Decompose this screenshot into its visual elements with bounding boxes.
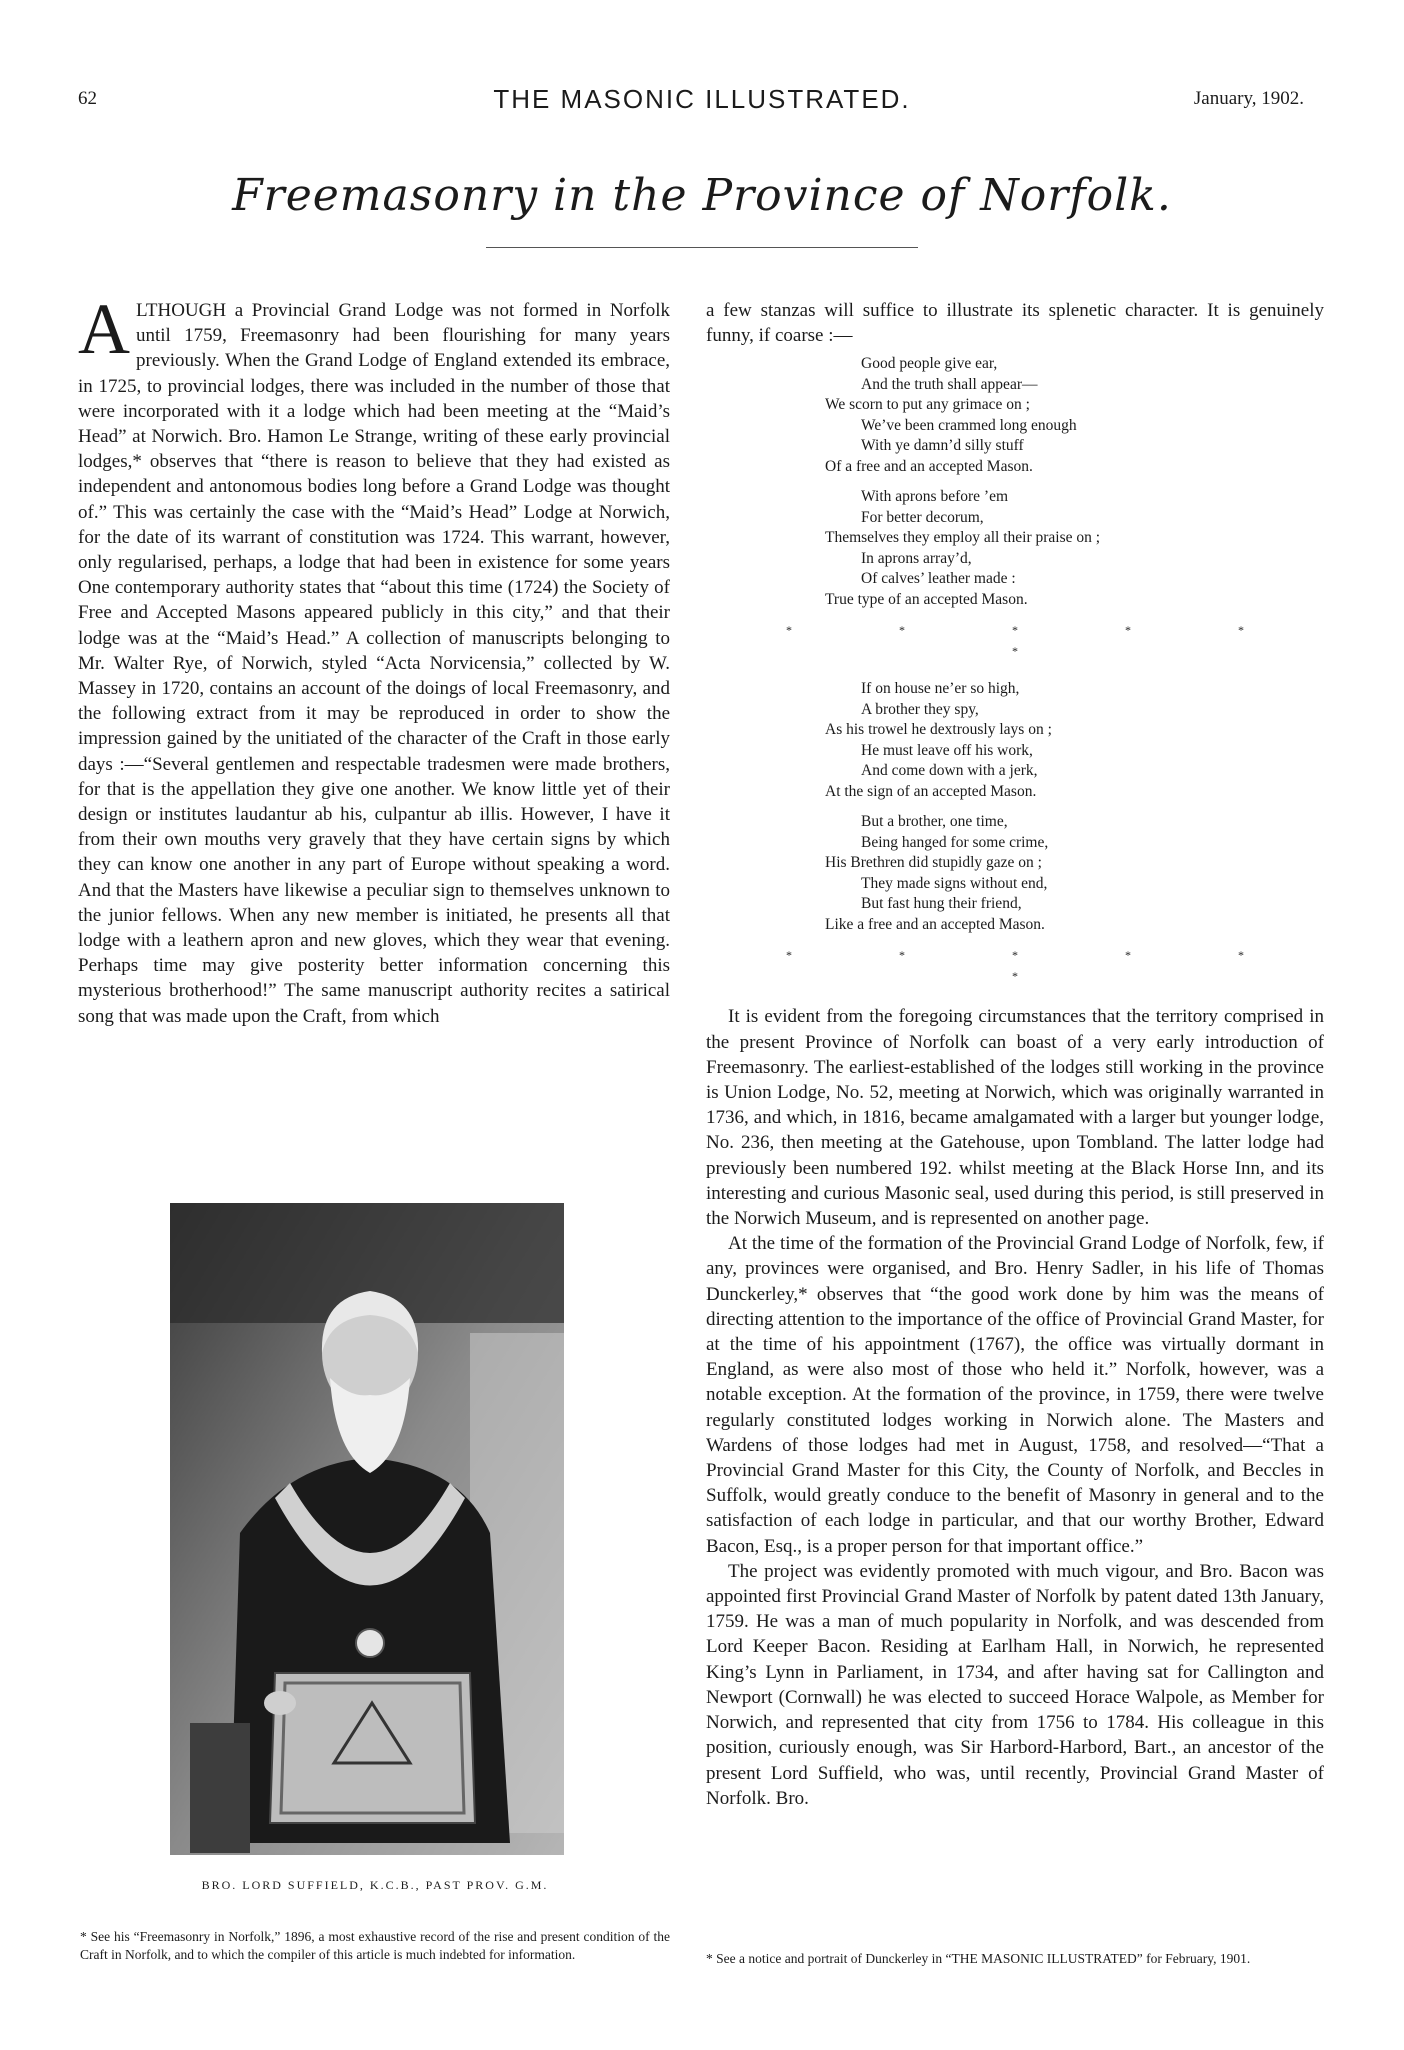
paragraph: It is evident from the foregoing circumstances that the territory comprised in the present Province of Norfolk can boast of a very early introduction of Freemasonry. The earliest-established of the lodges still working in the province is Union Lodge, No. 52, meeting at Norwich, which was originally warranted in 1736, and which, in 1816, became amalgamated with a larger but younger lodge, No. 236, then meeting at the Gatehouse, upon Tombland. The latter lodge had previously been numbered 192. whilst meeting at the Black Horse Inn, and its interesting and curious Masonic seal, used during this period, is still preserved in the Norwich Museum, and is represented on another page. (706, 1006, 1324, 1230)
journal-title: THE MASONIC ILLUSTRATED. (493, 84, 911, 114)
verse-line: Themselves they employ all their praise on ; (825, 529, 1101, 547)
verse-line: At the sign of an accepted Mason. (825, 782, 1037, 800)
verse-line: Of calves’ leather made : (861, 570, 1016, 588)
issue-date: January, 1902. (1193, 88, 1304, 109)
verse-line: And the truth shall appear— (861, 375, 1038, 393)
verse-line: With aprons before ’em (861, 488, 1009, 506)
opening-paragraph-text: LTHOUGH a Provincial Grand Lodge was not formed in Norfolk until 1759, Freemasonry had been flourishing for many years previously. When the Grand Lodge of England extended its embrace, in 1725, to provincial lodges, there was included in the number of those that were incorporated with it a lodge which had been meeting at the “Maid’s Head” at Norwich. Bro. Hamon Le Strange, writing of these early provincial lodges,* observes that “there is reason to believe that they had existed as independent and antonomous bodies long before a Grand Lodge was thought of.” This was certainly the case with the “Maid’s Head” Lodge at Norwich, for the date of its warrant of constitution was 1724. This warrant, however, only regularised, perhaps, a lodge that had been in existence for some years One contemporary authority states that “about this time (1724) the Society of Free and Accepted Masons appeared publicly in this city,” and that their lodge was at the “Maid’s Head.” A collection of manuscripts belonging to Mr. Walter Rye, of Norwich, styled “Acta Norvicensia,” collected by W. Massey in 1720, contains an account of the doings of local Freemasonry, and the following extract from it may be reproduced in order to show the impression gained by the unitiated of the character of the Craft in those early days :—“Several gentlemen and respectable tradesmen were made brothers, for that is the appellation they give one another. We know little yet of their design or institutes laudantur ab his, culpantur ab illis. However, I have it from their own mouths very gravely that they have certain signs by which they can know one another in any part of Europe without speaking a word. And that the Masters have likewise a peculiar sign to themselves unknown to the junior fellows. When any new member is initiated, he presents all that lodge with a leathern apron and new gloves, which they wear that evening. Perhaps time may give posterity better information concerning this mysterious brotherhood!” The same manuscript authority recites a satirical song that was made upon the Craft, from which (78, 300, 670, 1027)
verse-line: Of a free and an accepted Mason. (825, 457, 1033, 475)
verse-line: We scorn to put any grimace on ; (825, 396, 1030, 414)
stanza (825, 354, 1205, 477)
right-column (706, 298, 1324, 1811)
verse-line: He must leave off his work, (861, 741, 1033, 759)
stanza (825, 487, 1205, 610)
photo-caption: BRO. LORD SUFFIELD, K.C.B., PAST PROV. G.M. (201, 1878, 549, 1892)
song-verses (706, 354, 1324, 986)
verse-line: If on house ne’er so high, (861, 680, 1020, 698)
verse-line: True type of an accepted Mason. (825, 590, 1028, 608)
verse-line: With ye damn’d silly stuff (861, 437, 1024, 455)
stanza (825, 812, 1205, 935)
paragraph: The project was evidently promoted with much vigour, and Bro. Bacon was appointed first Provincial Grand Master of Norfolk by patent dated 13th January, 1759. He was a man of much popularity in Norfolk, and was descended from Lord Keeper Bacon. Residing at Earlham Hall, in Norwich, he represented King’s Lynn in Parliament, in 1734, and after having sat for Callington and Newport (Cornwall) he was elected to succeed Horace Walpole, as Member for Norwich, and represented that city from 1756 to 1784. His colleague in this position, curiously enough, was Sir Harbord-Harbord, Bart., an ancestor of the present Lord Suffield, who was, until recently, Provincial Grand Master of Norfolk. Bro. (706, 1560, 1324, 1809)
portrait-photo (170, 1203, 564, 1855)
verse-line: They made signs without end, (861, 874, 1048, 892)
verse-line: Good people give ear, (861, 355, 998, 373)
song-intro: a few stanzas will suffice to illustrate its splenetic character. It is genuinely funny, if coarse :— (706, 300, 1324, 347)
stanza (825, 679, 1205, 802)
verse-line: And come down with a jerk, (861, 762, 1038, 780)
page-number: 62 (78, 88, 97, 109)
portrait-illustration (170, 1203, 564, 1855)
verse-line: His Brethren did stupidly gaze on ; (825, 854, 1042, 872)
verse-line: But fast hung their friend, (861, 895, 1022, 913)
footnote-right: * See a notice and portrait of Dunckerley in “THE MASONIC ILLUSTRATED” for February, 1901. (706, 1951, 1251, 1966)
title-divider (486, 247, 918, 248)
verse-line: A brother they spy, (861, 700, 979, 718)
verse-line: For better decorum, (861, 508, 984, 526)
opening-paragraph (78, 289, 670, 1029)
verse-line: Like a free and an accepted Mason. (825, 915, 1045, 933)
verse-line: As his trowel he dextrously lays on ; (825, 721, 1052, 739)
drop-cap: A (78, 289, 130, 369)
paragraph: At the time of the formation of the Provincial Grand Lodge of Norfolk, few, if any, provinces were organised, and Bro. Henry Sadler, in his life of Thomas Dunckerley,* observes that “the good work done by him was the means of directing attention to the importance of the office of Provincial Grand Master, for at the time of his appointment (1767), the office was virtually dormant in England, as were also most of those who held it.” Norfolk, however, was a notable exception. At the formation of the province, in 1759, there were twelve regularly constituted lodges working in Norwich alone. The Masters and Wardens of those lodges had met in August, 1758, and resolved—“That a Provincial Grand Master for this City, the County of Norfolk, and Beccles in Suffolk, would greatly conduce to the benefit of Masonry in general and to the satisfaction of each lodge in particular, and that our worthy Brother, Edward Bacon, Esq., is a proper person for that important office.” (706, 1233, 1324, 1557)
footnote-left: * See his “Freemasonry in Norfolk,” 1896, a most exhaustive record of the rise and present condition of the Craft in Norfolk, and to which the compiler of this article is much indebted for information. (80, 1929, 670, 1962)
stars-separator: * * * * * * (786, 948, 1296, 983)
article-title: Freemasonry in the Province of Norfolk. (232, 170, 1172, 221)
verse-line: But a brother, one time, (861, 813, 1008, 831)
page-header (0, 82, 1404, 122)
stars-separator: * * * * * * (786, 623, 1296, 658)
verse-line: In aprons array’d, (861, 549, 972, 567)
left-column (78, 289, 670, 1029)
verse-line: Being hanged for some crime, (861, 833, 1049, 851)
verse-line: We’ve been crammed long enough (861, 416, 1077, 434)
